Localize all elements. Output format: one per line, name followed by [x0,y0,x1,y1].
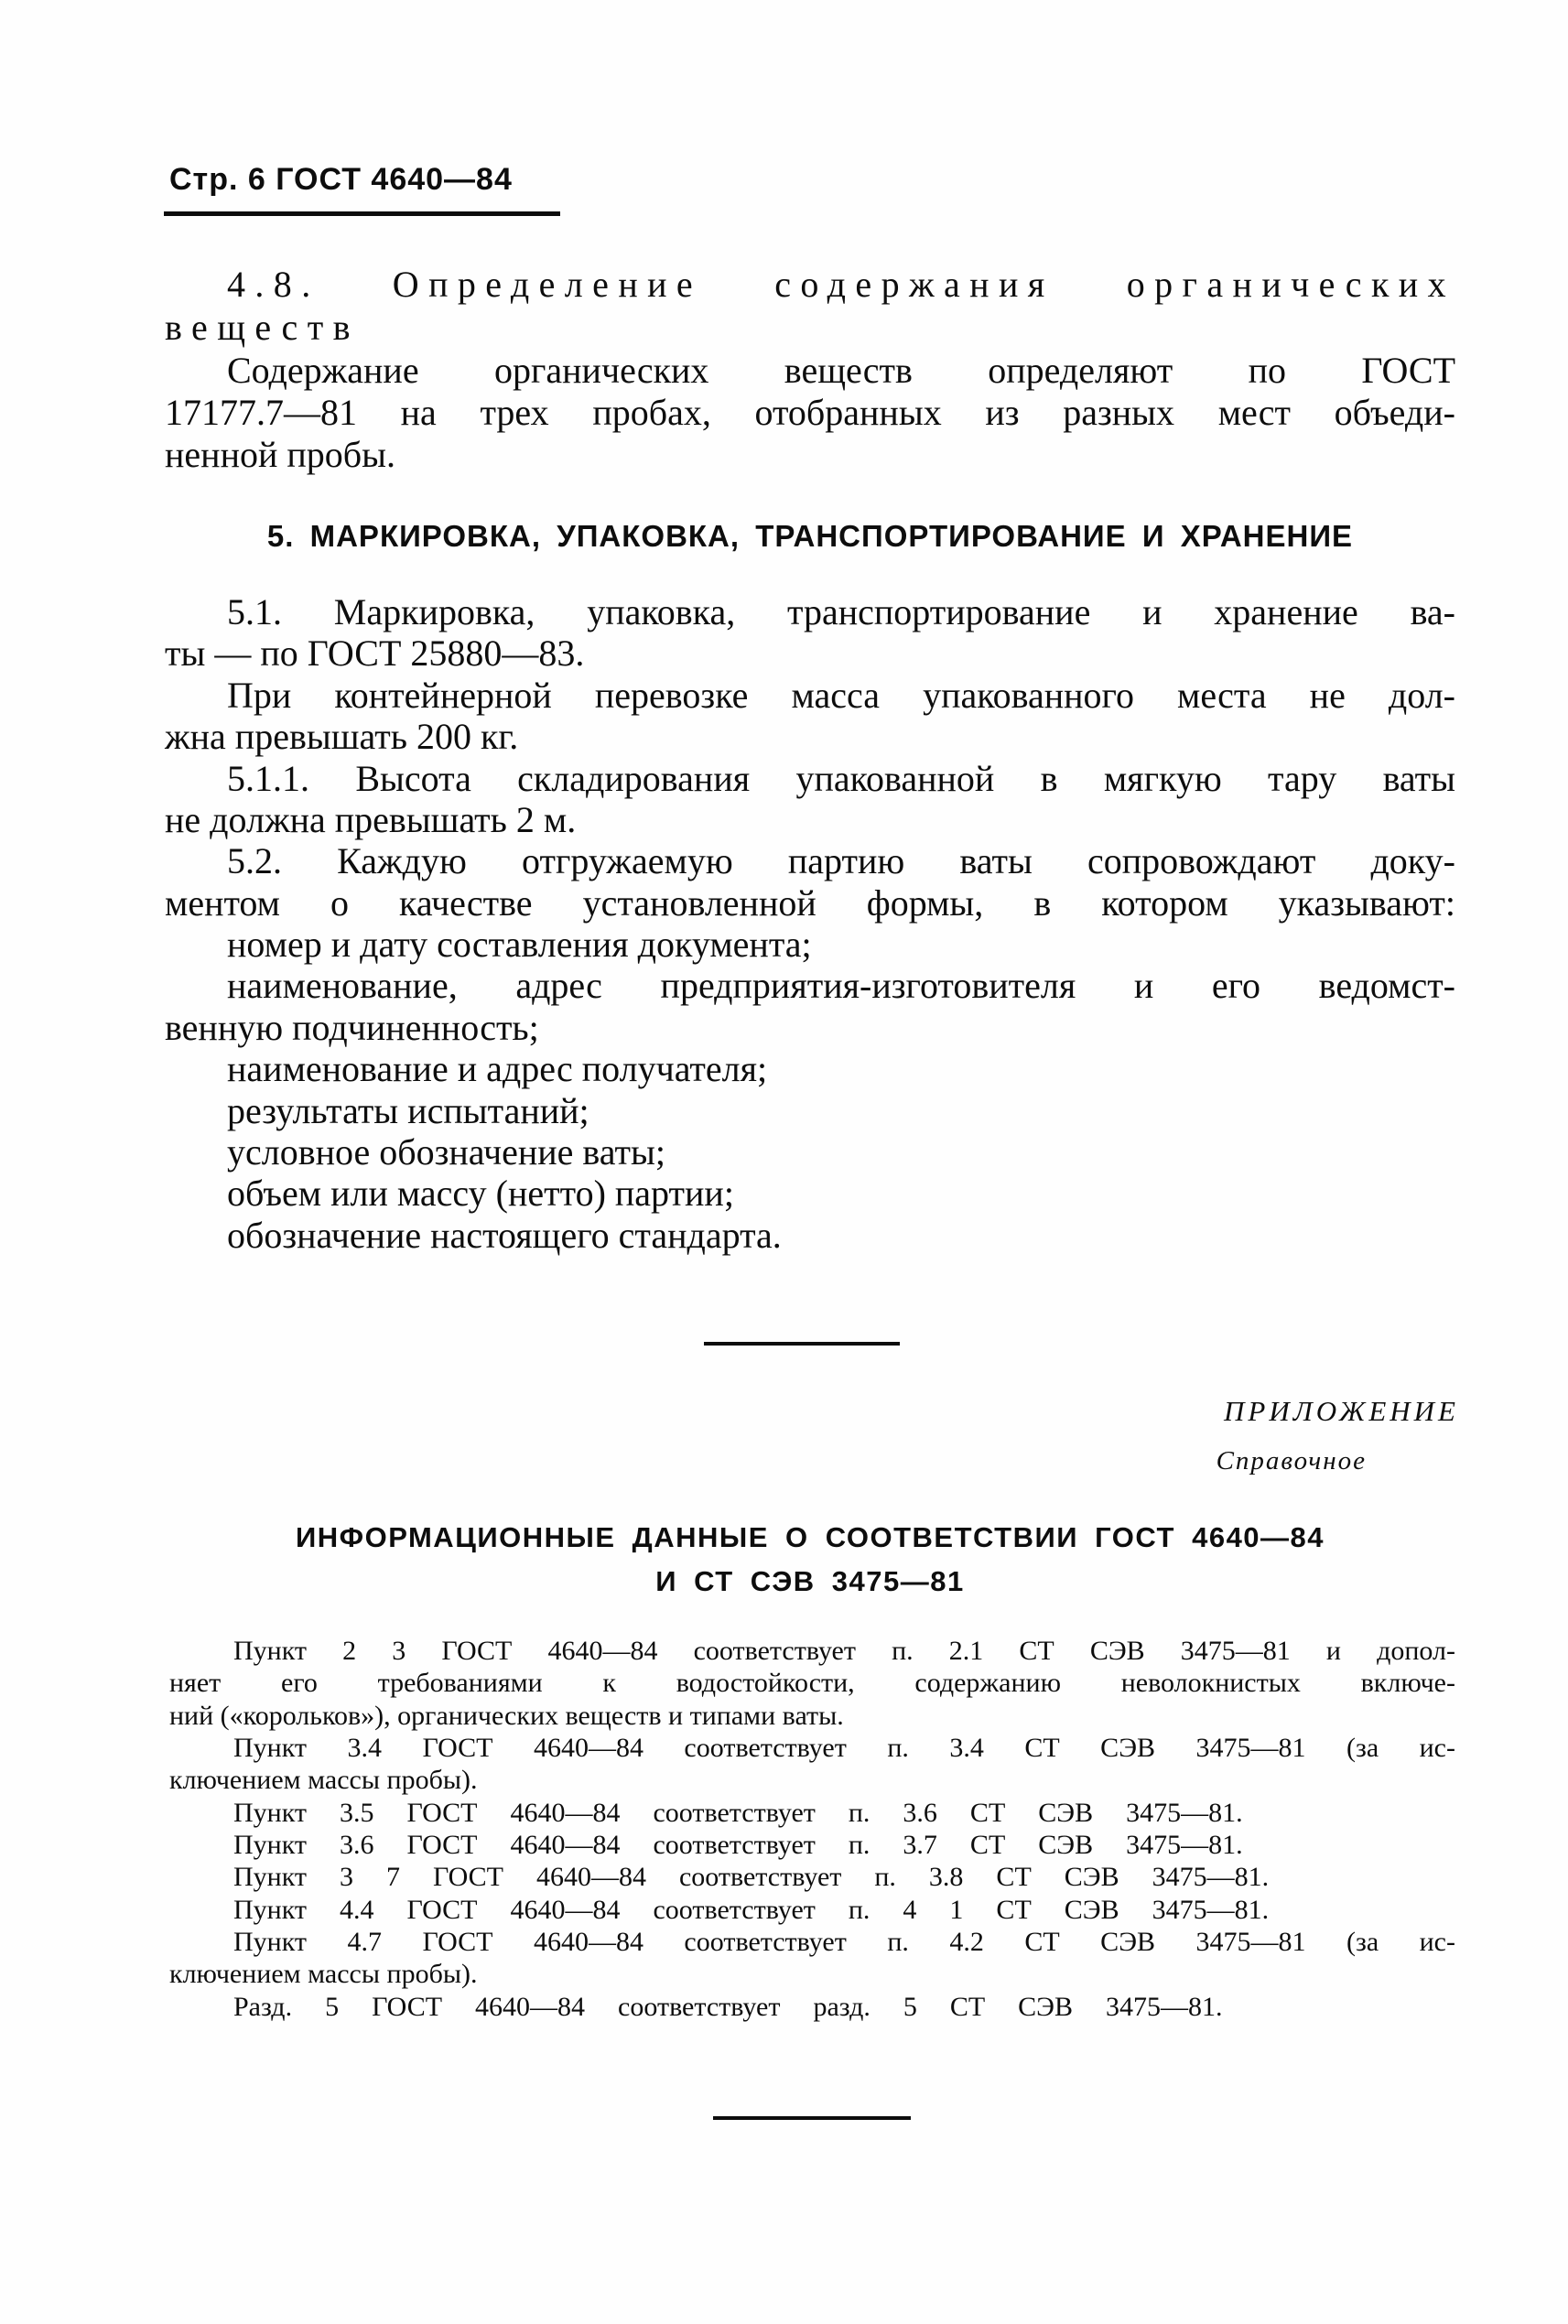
paragraph-line: жна превышать 200 кг. [165,716,519,757]
paragraph-line: Содержание органических веществ определяют по ГОСТ [227,350,1455,391]
list-item-line: результаты испытаний; [227,1090,589,1131]
paragraph-line: 5.2. Каждую отгружаемую партию ваты сопровождают доку- [227,840,1455,881]
paragraph-line: ментом о качестве установленной формы, в котором указывают: [165,882,1455,924]
list-item-line: наименование и адрес получателя; [227,1048,768,1089]
header-rule [164,211,560,216]
list-item-line: номер и дату составления документа; [227,924,812,965]
paragraph-line: не должна превышать 2 м. [165,799,577,840]
list-item-line: условное обозначение ваты; [227,1131,665,1173]
list-item-line: обозначение настоящего стандарта. [227,1215,782,1256]
section-divider [704,1342,900,1346]
paragraph-line: няет его требованиями к водостойкости, содержанию неволокнистых включе- [169,1668,1455,1698]
heading-line: веществ [165,307,360,348]
list-item-line: наименование, адрес предприятия-изготовителя и его ведомст- [227,965,1455,1006]
paragraph-line: 5.1.1. Высота складирования упакованной в мягкую тару ваты [227,758,1455,799]
paragraph-line: Пункт 4.4 ГОСТ 4640—84 соответствует п. 4 1 СТ СЭВ 3475—81. [233,1895,1270,1925]
list-item-line: объем или массу (нетто) партии; [227,1173,734,1214]
appendix-label: ПРИЛОЖЕНИЕ [1224,1395,1459,1427]
paragraph-line: ключением массы пробы). [169,1959,478,1989]
page-header: Стр. 6 ГОСТ 4640—84 [169,162,513,197]
appendix-heading-line-2: И СТ СЭВ 3475—81 [655,1565,965,1597]
paragraph-line: Пункт 3 7 ГОСТ 4640—84 соответствует п. 3.8 СТ СЭВ 3475—81. [233,1862,1270,1892]
list-item-line: венную подчиненность; [165,1007,539,1048]
paragraph-line: Пункт 3.5 ГОСТ 4640—84 соответствует п. 3.6 СТ СЭВ 3475—81. [233,1798,1243,1828]
appendix-heading [165,1516,1455,1604]
paragraph-line: Пункт 3.4 ГОСТ 4640—84 соответствует п. 3.4 СТ СЭВ 3475—81 (за ис- [233,1733,1455,1763]
paragraph-line: ты — по ГОСТ 25880—83. [165,632,585,674]
end-divider [713,2116,911,2120]
paragraph-line: Разд. 5 ГОСТ 4640—84 соответствует разд. 5 СТ СЭВ 3475—81. [233,1992,1223,2022]
paragraph-line: 5.1. Маркировка, упаковка, транспортирование и хранение ва- [227,591,1455,632]
paragraph-line: При контейнерной перевозке масса упакованного места не дол- [227,675,1455,716]
paragraph-line: 17177.7—81 на трех пробах, отобранных из разных мест объеди- [165,392,1455,433]
appendix-subtitle: Справочное [1216,1446,1367,1475]
section-5-title: 5. МАРКИРОВКА, УПАКОВКА, ТРАНСПОРТИРОВАНИЕ И ХРАНЕНИЕ [266,519,1354,553]
paragraph-line: Пункт 3.6 ГОСТ 4640—84 соответствует п. 3.7 СТ СЭВ 3475—81. [233,1830,1243,1860]
paragraph-line: ключением массы пробы). [169,1765,478,1795]
paragraph-line: Пункт 4.7 ГОСТ 4640—84 соответствует п. 4.2 СТ СЭВ 3475—81 (за ис- [233,1927,1455,1957]
appendix-heading-line-1: ИНФОРМАЦИОННЫЕ ДАННЫЕ О СООТВЕТСТВИИ ГОСТ 4640—84 [295,1521,1325,1553]
paragraph-line: ний («корольков»), органических веществ и типами ваты. [169,1701,844,1731]
paragraph-line: Пункт 2 3 ГОСТ 4640—84 соответствует п. 2.1 СТ СЭВ 3475—81 и допол- [233,1636,1455,1666]
heading-line: 4.8. Определение содержания органических [227,264,1455,305]
paragraph-line: ненной пробы. [165,434,396,475]
